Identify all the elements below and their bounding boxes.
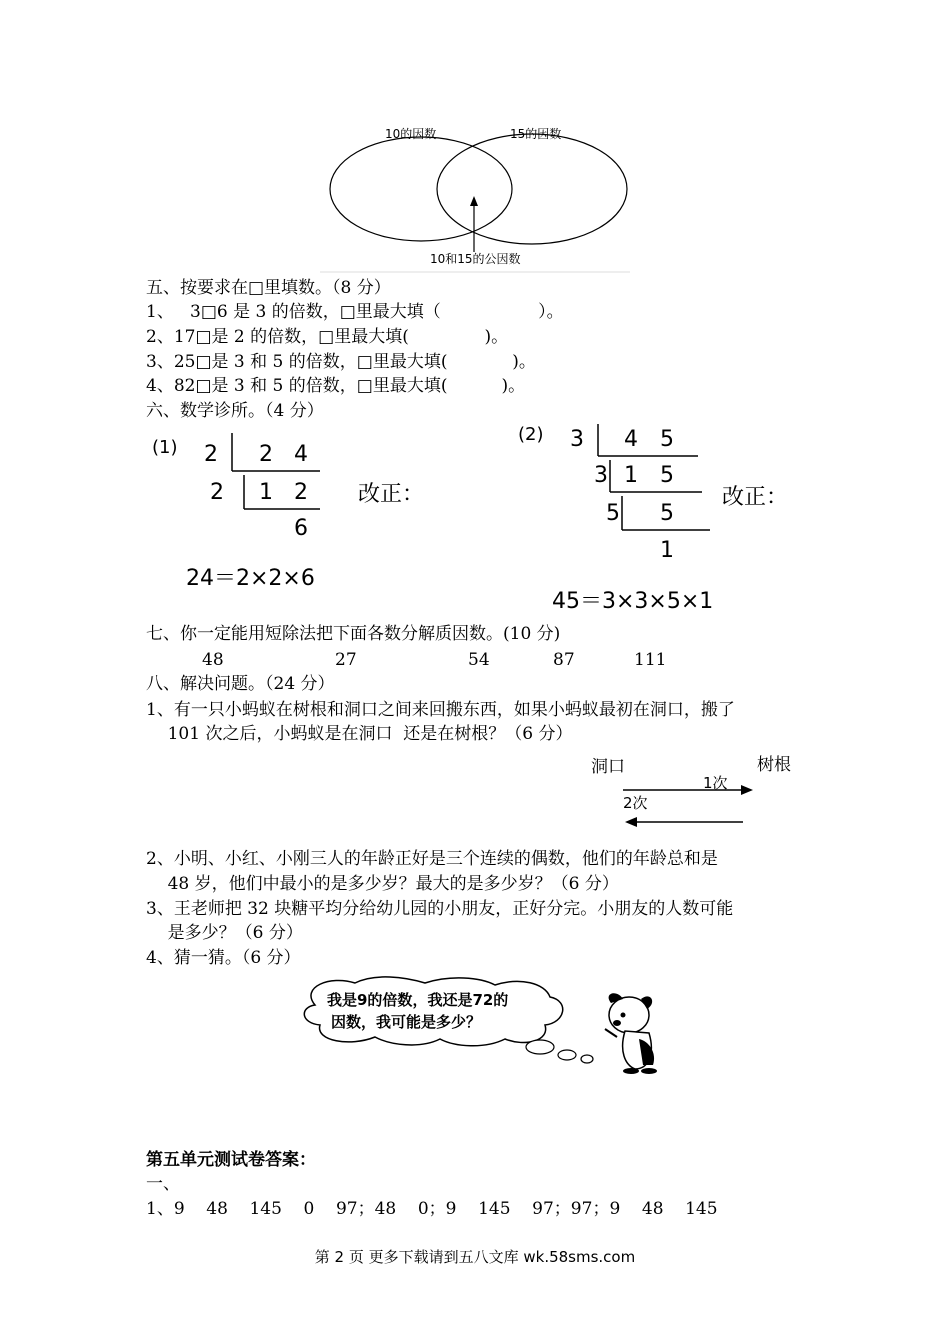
fig1-label: (1)	[152, 437, 178, 458]
diagnosis-figure-1	[140, 425, 440, 595]
section7-number-4: 87	[553, 650, 575, 670]
fig2-number-2b: 5	[660, 463, 674, 488]
fig2-result: 1	[660, 538, 674, 563]
section5-q3: 3、25□是 3 和 5 的倍数，□里最大填( )。	[146, 352, 536, 372]
section7-number-5: 111	[634, 650, 667, 670]
section8-q3-line2: 是多少？（6 分）	[146, 923, 303, 943]
section7-number-1: 48	[202, 650, 224, 670]
section5-title: 五、按要求在□里填数。（8 分）	[146, 278, 391, 298]
fig1-number-2a: 1	[259, 480, 273, 505]
fig1-number-1b: 4	[294, 442, 308, 467]
diagnosis-figure-2	[510, 420, 810, 615]
section5-q1: 1、 3□6 是 3 的倍数，□里最大填（ ）。	[146, 302, 564, 322]
section7-title: 七、你一定能用短除法把下面各数分解质因数。(10 分)	[146, 624, 561, 644]
fig2-number-1b: 5	[660, 427, 674, 452]
answers-title: 第五单元测试卷答案：	[146, 1150, 316, 1170]
ant-arrow-1-label: 1次	[703, 774, 728, 792]
puppy-illustration	[605, 993, 657, 1074]
section8-q2-line2: 48 岁，他们中最小的是多少岁？最大的是多少岁？（6 分）	[146, 874, 619, 894]
section7-number-3: 54	[468, 650, 490, 670]
answers-part-label: 一、	[146, 1174, 180, 1194]
fig2-equation: 45＝3×3×5×1	[552, 589, 714, 614]
fig1-number-2b: 2	[294, 480, 308, 505]
fig2-number-2a: 1	[624, 463, 638, 488]
fig2-number-3: 5	[660, 501, 674, 526]
section8-q2-line1: 2、小明、小红、小刚三人的年龄正好是三个连续的偶数，他们的年龄总和是	[146, 849, 718, 869]
ant-root-label: 树根	[757, 755, 791, 775]
section8-q4: 4、猜一猜。（6 分）	[146, 948, 301, 968]
fig2-label: (2)	[518, 424, 544, 445]
section5-q2: 2、17□是 2 的倍数，□里最大填( )。	[146, 327, 509, 347]
fig1-correct-label: 改正：	[358, 482, 425, 507]
fig1-equation: 24＝2×2×6	[186, 566, 315, 591]
section8-q3-line1: 3、王老师把 32 块糖平均分给幼儿园的小朋友，正好分完。小朋友的人数可能	[146, 899, 734, 919]
fig2-correct-label: 改正：	[722, 485, 789, 510]
page-footer: 第 2 页 更多下载请到五八文库 wk.58sms.com	[314, 1248, 636, 1266]
section6-title: 六、数学诊所。（4 分）	[146, 401, 324, 421]
answers-line-1: 1、9 48 145 0 97；48 0；9 145 97；97；9 48 145	[146, 1199, 718, 1219]
bubble-text-line1: 我是9的倍数，我还是72的	[327, 991, 509, 1009]
fig1-number-1a: 2	[259, 442, 273, 467]
section7-number-2: 27	[335, 650, 357, 670]
fig1-divisor-1: 2	[204, 442, 218, 467]
ant-path-figure	[585, 748, 805, 833]
fig2-divisor-2: 3	[594, 463, 608, 488]
venn-right-label: 15的因数	[510, 127, 562, 141]
venn-diagram	[320, 120, 640, 275]
ant-hole-label: 洞口	[591, 757, 625, 777]
bubble-text-line2: 因数，我可能是多少？	[331, 1013, 482, 1031]
fig2-divisor-3: 5	[606, 501, 620, 526]
guess-thought-bubble	[295, 975, 675, 1075]
section5-q4: 4、82□是 3 和 5 的倍数，□里最大填( )。	[146, 376, 526, 396]
section8-q1-line1: 1、有一只小蚂蚁在树根和洞口之间来回搬东西，如果小蚂蚁最初在洞口，搬了	[146, 700, 735, 720]
fig2-number-1a: 4	[624, 427, 638, 452]
fig1-divisor-2: 2	[210, 480, 224, 505]
fig2-divisor-1: 3	[570, 427, 584, 452]
fig1-result: 6	[294, 516, 308, 541]
ant-arrow-2-label: 2次	[623, 794, 648, 812]
section8-q1-line2: 101 次之后，小蚂蚁是在洞口 还是在树根？（6 分）	[146, 724, 573, 744]
section8-title: 八、解决问题。（24 分）	[146, 674, 335, 694]
venn-left-label: 10的因数	[385, 127, 437, 141]
venn-bottom-label: 10和15的公因数	[430, 252, 521, 266]
